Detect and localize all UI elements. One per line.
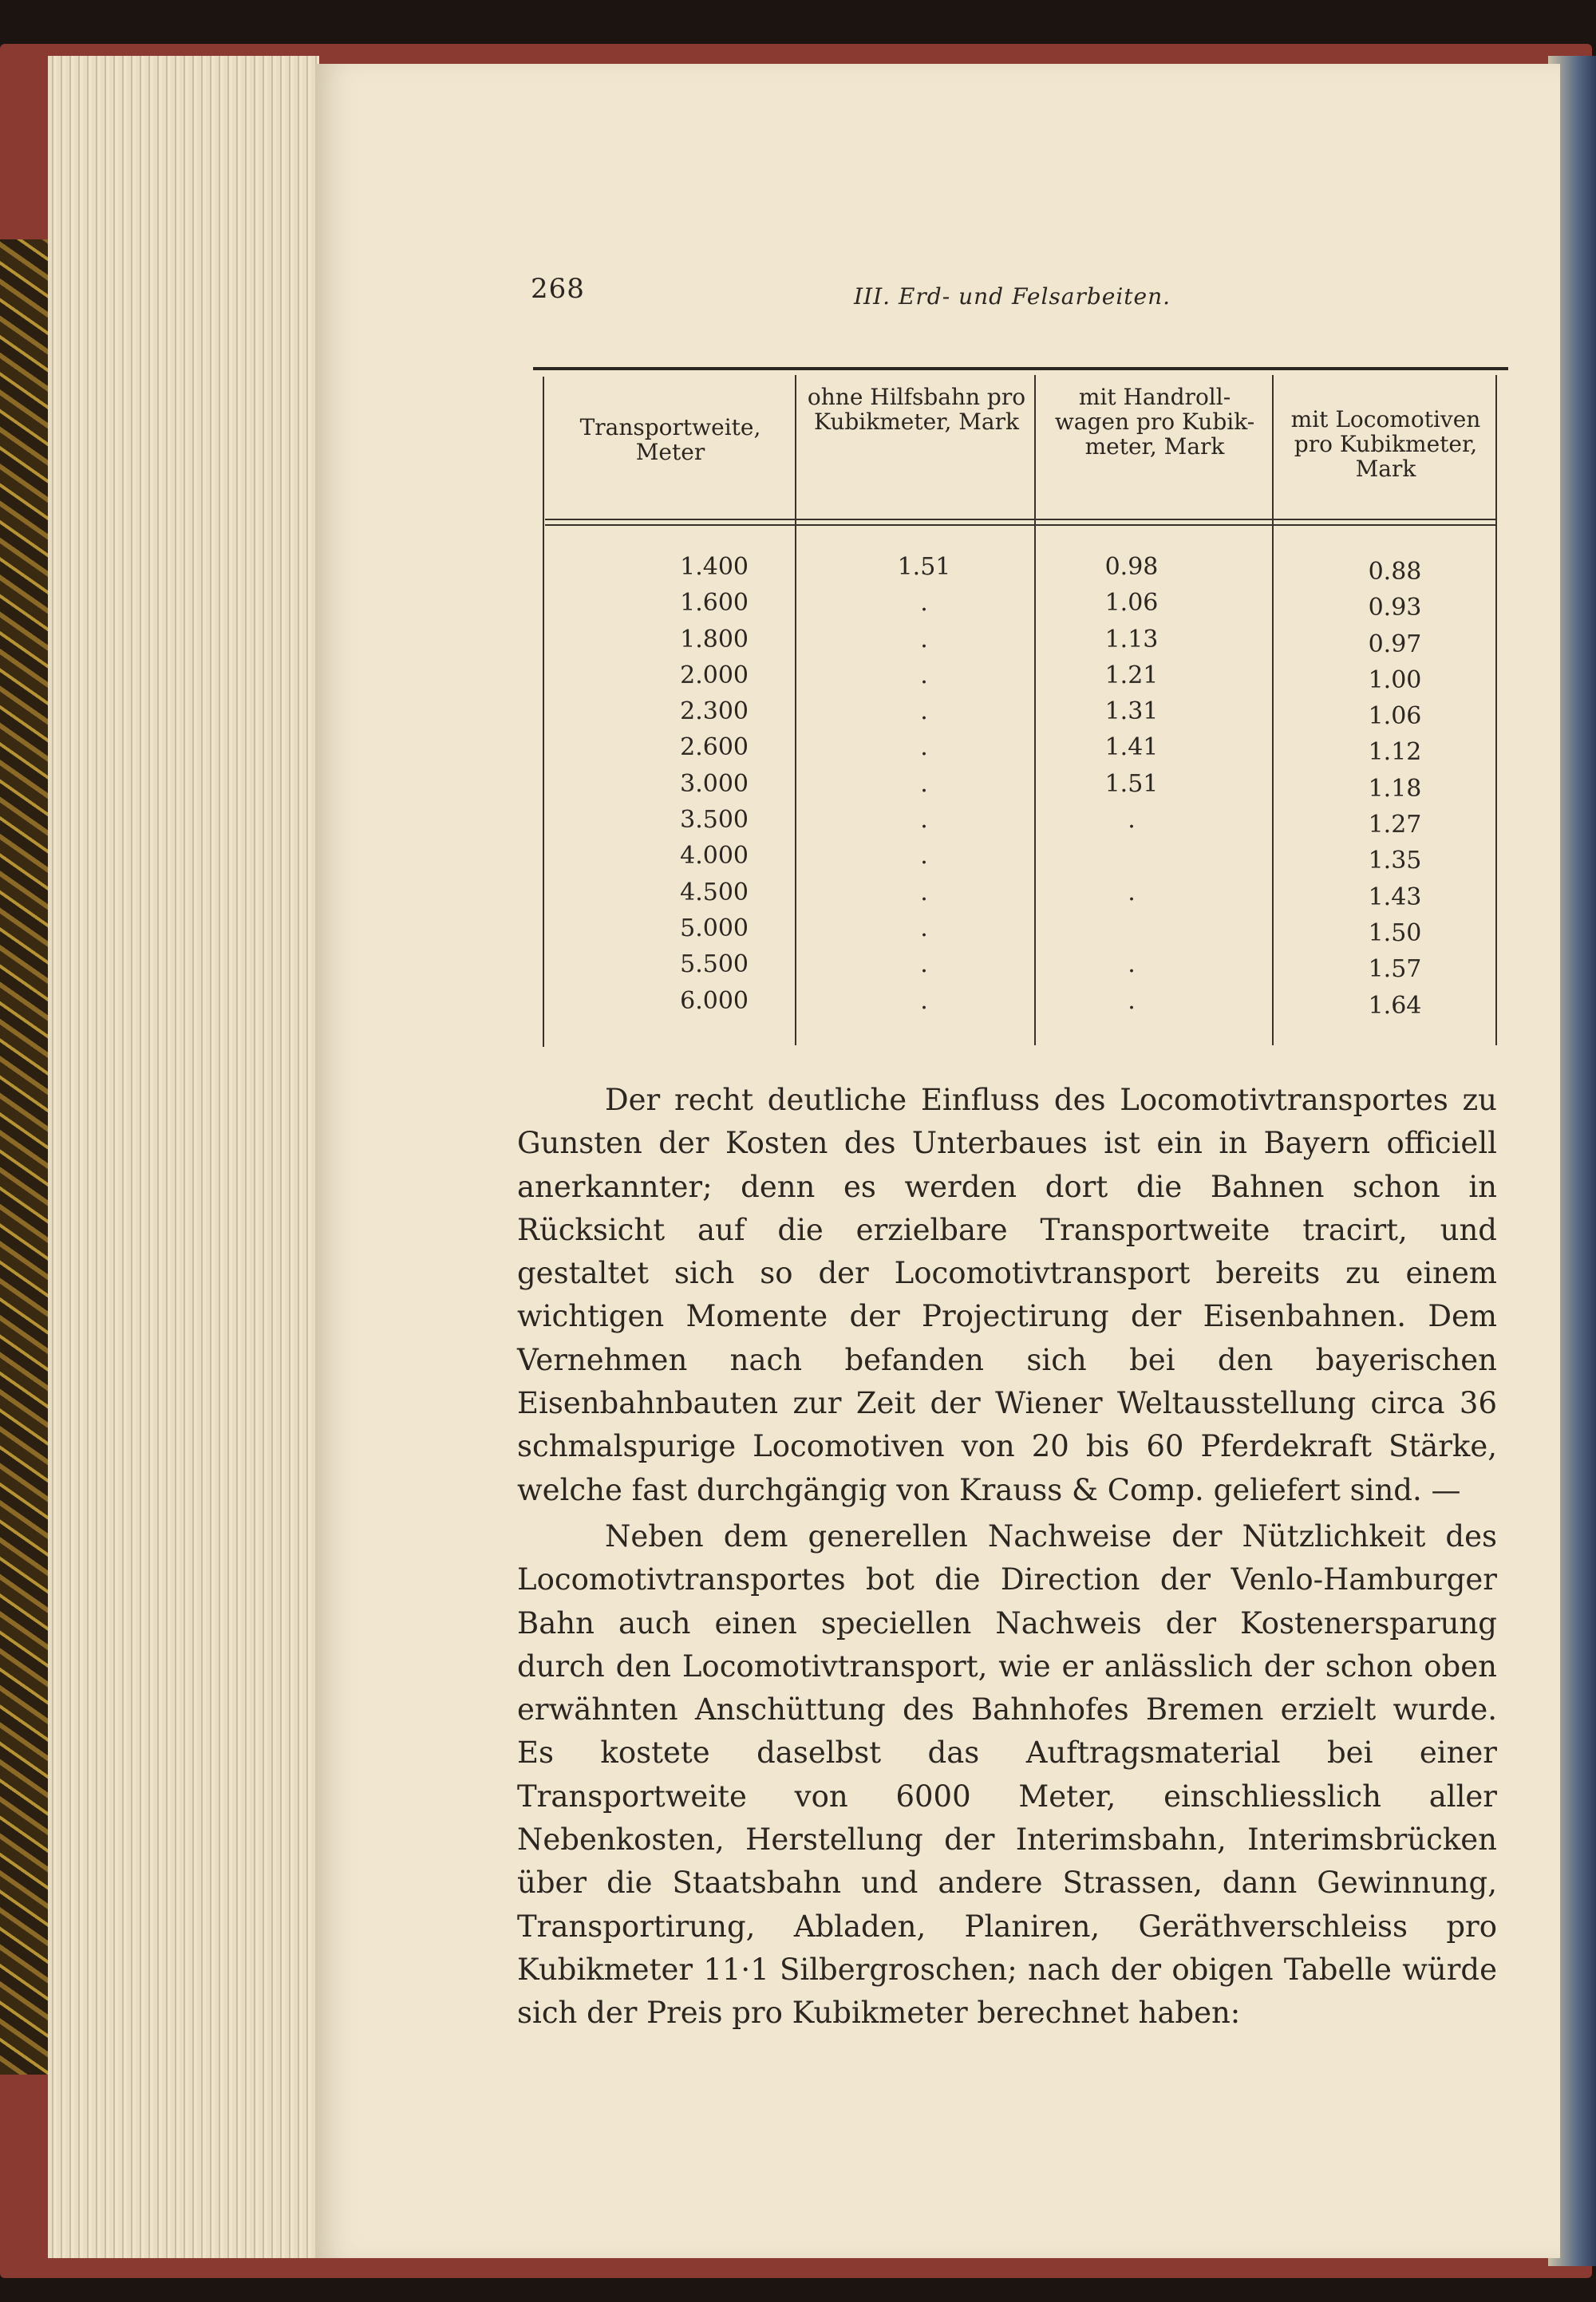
table-cell: 1.51: [1104, 769, 1159, 798]
table-cell: 0.97: [1368, 630, 1422, 658]
table-cell: 1.27: [1368, 811, 1422, 839]
table-cell: .: [920, 842, 928, 871]
table-cell: .: [920, 769, 928, 798]
table-cell: 4.000: [680, 842, 749, 871]
ohne-hilfsbahn-column: [876, 549, 972, 1019]
paragraph: Neben dem generellen Nachweise der Nützlichkeit des Locomotivtransportes bot die Direction der Venlo-Hamburger Bahn auch einen speciellen Nachweis der Kostenersparung durch den Locomotivtransport, wie er anlässlich der schon oben erwähnten Anschüttung des Bahnhofes Bremen erzielt wurde. Es kostete daselbst das Auftragsmaterial bei einer Transportweite von 6000 Meter, einschliesslich aller Nebenkosten, Herstellung der Interimsbahn, Interimsbrücken über die Staatsbahn und andere Strassen, dann Gewinnung, Transportirung, Abladen, Planiren, Geräthverschleiss pro Kubikmeter 11·1 Silbergroschen; nach der obigen Tabelle würde sich der Preis pro Kubikmeter berechnet haben:: [517, 1518, 1497, 2031]
table-cell: .: [1128, 806, 1136, 835]
table-cell: .: [920, 589, 928, 618]
table-cell: 1.51: [897, 553, 951, 581]
table-cell: 1.35: [1368, 847, 1422, 875]
column-divider-1: [795, 375, 796, 1045]
table-cell: .: [920, 986, 928, 1015]
table-cell: 0.93: [1368, 594, 1422, 622]
table-cell: 1.400: [680, 553, 749, 581]
table-cell: 1.12: [1368, 738, 1422, 767]
column-divider-2: [1034, 375, 1036, 1045]
running-head: III. Erd- und Felsarbeiten.: [854, 283, 1171, 310]
table-border-right: [1495, 375, 1497, 1045]
table-cell: 1.600: [680, 589, 749, 618]
column-divider-3: [1272, 375, 1274, 1045]
table-cell: 2.600: [680, 733, 749, 762]
column-header-locomotiven: mit Locomotiven pro Kubikmeter, Mark: [1290, 406, 1481, 482]
table-cell: .: [920, 878, 928, 906]
table-cell: 0.88: [1368, 558, 1422, 586]
cost-table: [533, 367, 1508, 1053]
table-cell: 1.21: [1104, 661, 1159, 689]
table-cell: .: [1128, 950, 1136, 979]
table-cell: 3.500: [680, 806, 749, 835]
table-cell: 0.98: [1104, 553, 1159, 581]
table-cell: .: [920, 806, 928, 835]
page-stack-edge: [48, 56, 319, 2258]
table-top-rule: [533, 367, 1508, 370]
table-cell: 1.13: [1104, 625, 1159, 653]
table-cell: 5.000: [680, 914, 749, 942]
table-cell: 1.43: [1368, 882, 1422, 911]
table-cell: 1.50: [1368, 918, 1422, 947]
table-cell: .: [1128, 986, 1136, 1015]
table-border-left: [543, 377, 544, 1047]
table-cell: 4.500: [680, 878, 749, 906]
table-cell: .: [920, 661, 928, 689]
table-cell: .: [920, 950, 928, 979]
table-cell: 1.00: [1368, 665, 1422, 694]
table-cell: 1.57: [1368, 955, 1422, 984]
table-cell: 5.500: [680, 950, 749, 979]
table-cell: .: [920, 697, 928, 726]
column-header-distance: Transportweite, Meter: [579, 414, 761, 465]
table-cell: [1084, 910, 1179, 946]
handrollwagen-column: [1084, 549, 1179, 1019]
table-cell: .: [920, 625, 928, 653]
table-cell: 1.06: [1104, 589, 1159, 618]
table-cell: 1.31: [1104, 697, 1159, 726]
header-rule-double: [545, 524, 1496, 526]
table-cell: 2.000: [680, 661, 749, 689]
table-cell: 1.64: [1368, 991, 1422, 1020]
table-cell: .: [920, 733, 928, 762]
header-rule: [545, 519, 1496, 520]
distance-column: [621, 549, 749, 1019]
table-cell: 3.000: [680, 769, 749, 798]
locomotiven-column: [1347, 549, 1443, 1019]
page-number: 268: [531, 273, 585, 305]
table-cell: 1.41: [1104, 733, 1159, 762]
table-cell: .: [920, 914, 928, 942]
paragraph: Der recht deutliche Einfluss des Locomotivtransportes zu Gunsten der Kosten des Unterbaues ist ein in Bayern officiell anerkannter; denn es werden dort die Bahnen schon in Rücksicht auf die erzielbare Transportweite tracirt, und gestaltet sich so der Locomotivtransport bereits zu einem wichtigen Momente der Projectirung der Eisenbahnen. Dem Vernehmen nach befanden sich bei den bayerischen Eisenbahnbauten zur Zeit der Wiener Weltausstellung circa 36 schmalspurige Locomotiven von 20 bis 60 Pferdekraft Stärke, welche fast durchgängig von Krauss & Comp. geliefert sind. —: [517, 1083, 1497, 1507]
table-cell: 1.18: [1368, 774, 1422, 803]
table-cell: 1.800: [680, 625, 749, 653]
body-text: [517, 1079, 1497, 2035]
column-header-ohne-hilfsbahn: ohne Hilfsbahn pro Kubikmeter, Mark: [807, 384, 1026, 435]
table-cell: 6.000: [680, 986, 749, 1015]
table-cell: [1084, 838, 1179, 874]
table-cell: 1.06: [1368, 702, 1422, 731]
table-cell: 2.300: [680, 697, 749, 726]
table-cell: .: [1128, 878, 1136, 906]
column-header-handrollwagen: mit Handroll-wagen pro Kubik-meter, Mark: [1054, 384, 1255, 460]
